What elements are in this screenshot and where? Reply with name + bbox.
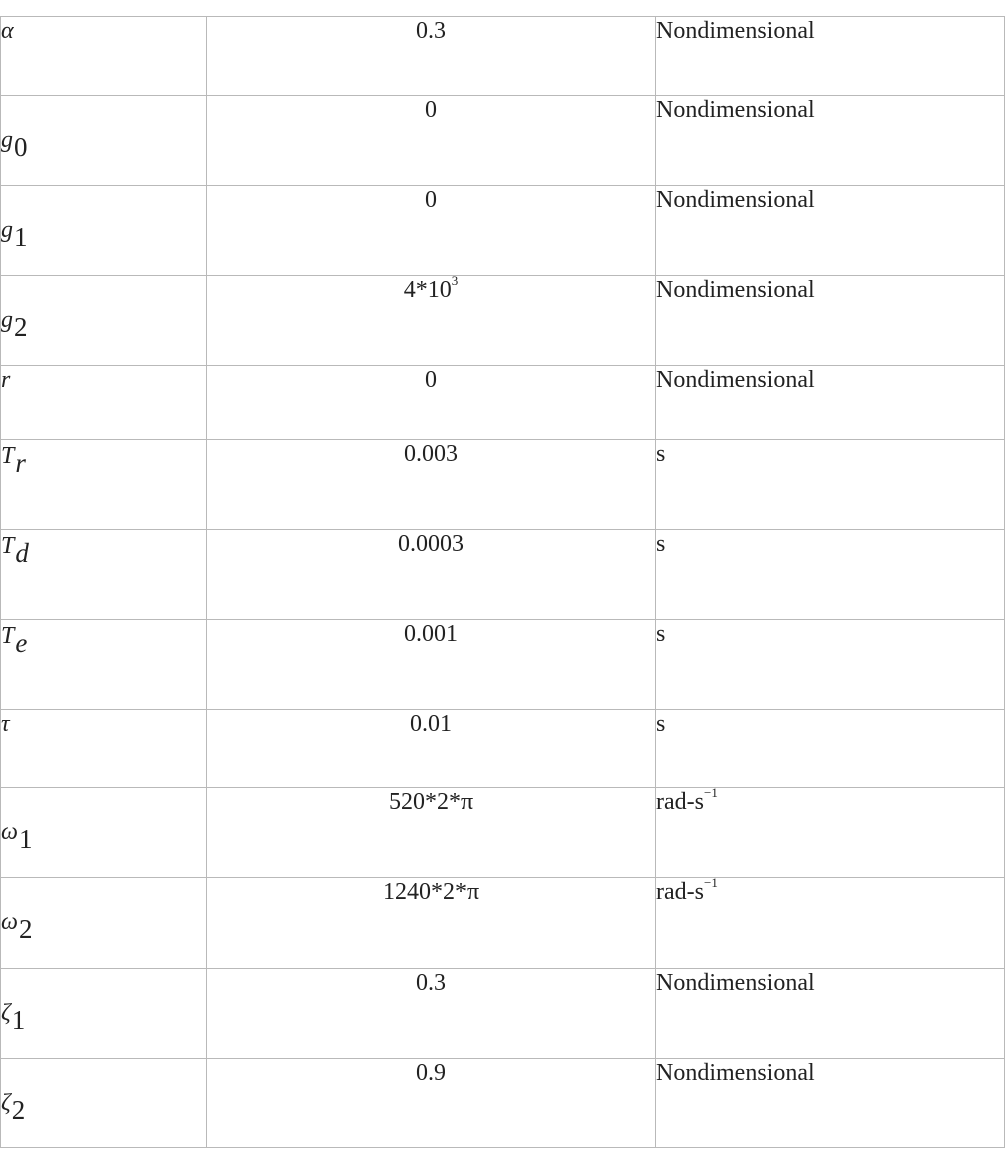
unit-cell: s <box>656 530 1005 620</box>
table-row <box>1 788 1005 878</box>
symbol-cell: Td <box>1 530 207 620</box>
table-row <box>1 530 1005 620</box>
symbol-cell: g2 <box>1 276 207 366</box>
symbol-cell: τ <box>1 710 207 788</box>
value-cell: 0.001 <box>207 620 656 710</box>
unit-cell: Nondimensional <box>656 186 1005 276</box>
symbol-cell: g1 <box>1 186 207 276</box>
symbol-cell: ζ1 <box>1 969 207 1059</box>
value-cell: 0.9 <box>207 1059 656 1148</box>
table-row <box>1 366 1005 440</box>
unit-cell: rad-$s^{-1}$ <box>656 878 1005 969</box>
value-cell: 0 <box>207 186 656 276</box>
symbol-cell: Te <box>1 620 207 710</box>
value-cell: 0.003 <box>207 440 656 530</box>
symbol-cell: ζ2 <box>1 1059 207 1148</box>
value-cell: 520*2*π <box>207 788 656 878</box>
value-cell: 0.01 <box>207 710 656 788</box>
table-row <box>1 878 1005 969</box>
table-row <box>1 276 1005 366</box>
value-cell: 0.3 <box>207 969 656 1059</box>
parameter-table <box>0 16 1005 1148</box>
symbol-cell: ω1 <box>1 788 207 878</box>
symbol-cell: α <box>1 17 207 96</box>
table-row <box>1 186 1005 276</box>
value-cell: 0 <box>207 96 656 186</box>
value-cell: 0 <box>207 366 656 440</box>
symbol-cell: Tr <box>1 440 207 530</box>
value-cell: 0.0003 <box>207 530 656 620</box>
unit-cell: Nondimensional <box>656 969 1005 1059</box>
table-row <box>1 620 1005 710</box>
unit-cell: Nondimensional <box>656 276 1005 366</box>
unit-cell: s <box>656 710 1005 788</box>
symbol-cell: ω2 <box>1 878 207 969</box>
value-cell: 1240*2*π <box>207 878 656 969</box>
table-row <box>1 710 1005 788</box>
table-row <box>1 1059 1005 1148</box>
table-row <box>1 17 1005 96</box>
unit-cell: Nondimensional <box>656 366 1005 440</box>
unit-cell: Nondimensional <box>656 96 1005 186</box>
table-row <box>1 440 1005 530</box>
unit-cell: s <box>656 440 1005 530</box>
symbol-cell: g0 <box>1 96 207 186</box>
unit-cell: s <box>656 620 1005 710</box>
symbol-cell: r <box>1 366 207 440</box>
table-row <box>1 969 1005 1059</box>
unit-cell: Nondimensional <box>656 1059 1005 1148</box>
value-cell: $4*10^3$ <box>207 276 656 366</box>
unit-cell: Nondimensional <box>656 17 1005 96</box>
value-cell: 0.3 <box>207 17 656 96</box>
table-row <box>1 96 1005 186</box>
unit-cell: rad-$s^{-1}$ <box>656 788 1005 878</box>
